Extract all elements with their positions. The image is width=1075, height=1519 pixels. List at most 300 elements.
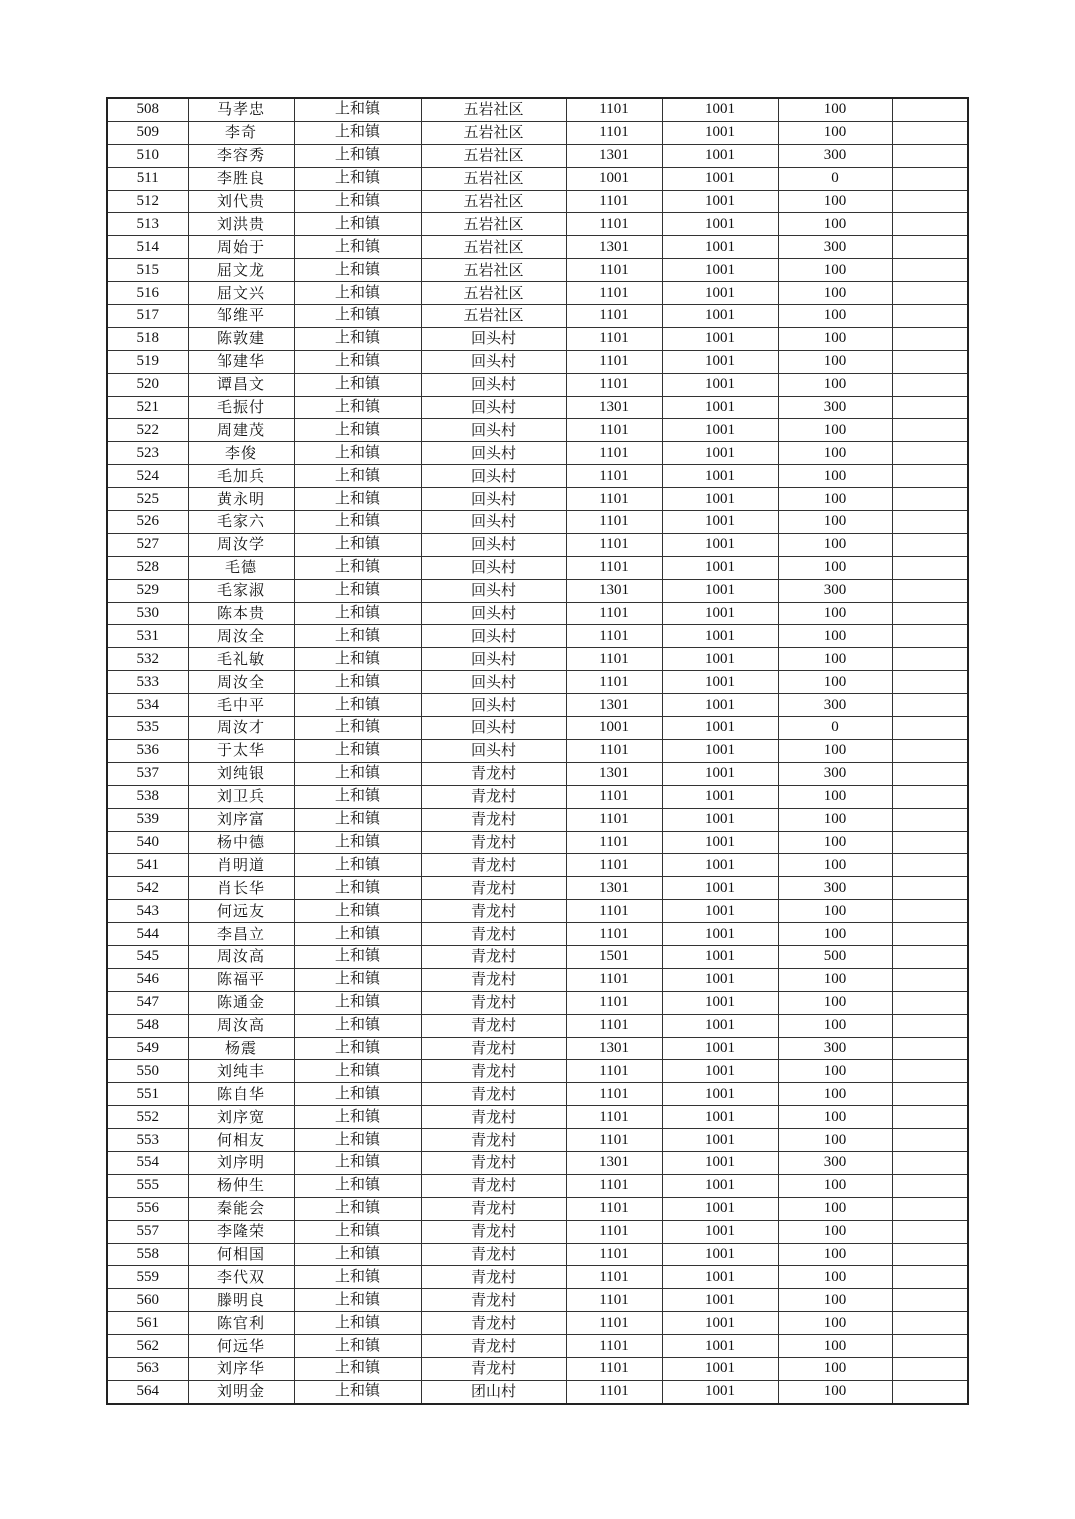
- amount-cell: 100: [778, 213, 892, 236]
- standard-code-cell: 1001: [662, 327, 778, 350]
- serial-number-cell: 548: [107, 1014, 188, 1037]
- standard-code-cell: 1001: [662, 282, 778, 305]
- standard-code-cell: 1001: [662, 854, 778, 877]
- town-cell: 上和镇: [294, 1220, 421, 1243]
- remarks-cell: [892, 419, 968, 442]
- amount-cell: 300: [778, 396, 892, 419]
- table-row: [107, 121, 968, 144]
- name-cell: 李奇: [188, 121, 294, 144]
- standard-code-cell: 1001: [662, 419, 778, 442]
- serial-number-cell: 510: [107, 144, 188, 167]
- amount-cell: 100: [778, 854, 892, 877]
- serial-number-cell: 562: [107, 1335, 188, 1358]
- name-cell: 周汝全: [188, 625, 294, 648]
- name-cell: 马孝忠: [188, 98, 294, 121]
- remarks-cell: [892, 511, 968, 534]
- amount-cell: 100: [778, 305, 892, 328]
- town-cell: 上和镇: [294, 259, 421, 282]
- category-code-cell: 1101: [566, 1083, 662, 1106]
- category-code-cell: 1101: [566, 831, 662, 854]
- amount-cell: 100: [778, 373, 892, 396]
- serial-number-cell: 523: [107, 442, 188, 465]
- serial-number-cell: 553: [107, 1129, 188, 1152]
- serial-number-cell: 551: [107, 1083, 188, 1106]
- amount-cell: 100: [778, 327, 892, 350]
- amount-cell: 100: [778, 1106, 892, 1129]
- table-row: [107, 442, 968, 465]
- village-cell: 五岩社区: [421, 305, 566, 328]
- amount-cell: 100: [778, 350, 892, 373]
- amount-cell: 300: [778, 1037, 892, 1060]
- serial-number-cell: 526: [107, 511, 188, 534]
- amount-cell: 100: [778, 556, 892, 579]
- standard-code-cell: 1001: [662, 900, 778, 923]
- table-row: [107, 808, 968, 831]
- name-cell: 周汝学: [188, 533, 294, 556]
- town-cell: 上和镇: [294, 1037, 421, 1060]
- standard-code-cell: 1001: [662, 1220, 778, 1243]
- standard-code-cell: 1001: [662, 1243, 778, 1266]
- standard-code-cell: 1001: [662, 1083, 778, 1106]
- village-cell: 回头村: [421, 694, 566, 717]
- category-code-cell: 1101: [566, 511, 662, 534]
- town-cell: 上和镇: [294, 1357, 421, 1380]
- standard-code-cell: 1001: [662, 533, 778, 556]
- village-cell: 回头村: [421, 579, 566, 602]
- serial-number-cell: 543: [107, 900, 188, 923]
- table-row: [107, 1289, 968, 1312]
- standard-code-cell: 1001: [662, 488, 778, 511]
- remarks-cell: [892, 1243, 968, 1266]
- name-cell: 何远友: [188, 900, 294, 923]
- amount-cell: 100: [778, 1220, 892, 1243]
- name-cell: 刘洪贵: [188, 213, 294, 236]
- standard-code-cell: 1001: [662, 602, 778, 625]
- name-cell: 毛家六: [188, 511, 294, 534]
- town-cell: 上和镇: [294, 831, 421, 854]
- village-cell: 青龙村: [421, 923, 566, 946]
- village-cell: 青龙村: [421, 1060, 566, 1083]
- standard-code-cell: 1001: [662, 968, 778, 991]
- amount-cell: 100: [778, 968, 892, 991]
- standard-code-cell: 1001: [662, 1151, 778, 1174]
- town-cell: 上和镇: [294, 236, 421, 259]
- serial-number-cell: 508: [107, 98, 188, 121]
- table-row: [107, 602, 968, 625]
- table-row: [107, 533, 968, 556]
- town-cell: 上和镇: [294, 350, 421, 373]
- remarks-cell: [892, 236, 968, 259]
- roster-sheet: [106, 97, 969, 1405]
- name-cell: 杨中德: [188, 831, 294, 854]
- town-cell: 上和镇: [294, 923, 421, 946]
- category-code-cell: 1101: [566, 98, 662, 121]
- serial-number-cell: 518: [107, 327, 188, 350]
- amount-cell: 300: [778, 236, 892, 259]
- remarks-cell: [892, 808, 968, 831]
- name-cell: 于太华: [188, 739, 294, 762]
- roster-table: [106, 97, 969, 1405]
- standard-code-cell: 1001: [662, 190, 778, 213]
- amount-cell: 100: [778, 900, 892, 923]
- table-row: [107, 350, 968, 373]
- town-cell: 上和镇: [294, 1289, 421, 1312]
- table-row: [107, 98, 968, 121]
- remarks-cell: [892, 1380, 968, 1403]
- remarks-cell: [892, 1060, 968, 1083]
- table-row: [107, 831, 968, 854]
- category-code-cell: 1101: [566, 1220, 662, 1243]
- category-code-cell: 1101: [566, 556, 662, 579]
- category-code-cell: 1101: [566, 282, 662, 305]
- town-cell: 上和镇: [294, 900, 421, 923]
- remarks-cell: [892, 144, 968, 167]
- remarks-cell: [892, 923, 968, 946]
- town-cell: 上和镇: [294, 167, 421, 190]
- table-row: [107, 465, 968, 488]
- name-cell: 李俊: [188, 442, 294, 465]
- standard-code-cell: 1001: [662, 259, 778, 282]
- town-cell: 上和镇: [294, 98, 421, 121]
- serial-number-cell: 534: [107, 694, 188, 717]
- serial-number-cell: 531: [107, 625, 188, 648]
- name-cell: 何相国: [188, 1243, 294, 1266]
- town-cell: 上和镇: [294, 488, 421, 511]
- serial-number-cell: 514: [107, 236, 188, 259]
- serial-number-cell: 563: [107, 1357, 188, 1380]
- name-cell: 刘序富: [188, 808, 294, 831]
- table-row: [107, 739, 968, 762]
- town-cell: 上和镇: [294, 762, 421, 785]
- remarks-cell: [892, 442, 968, 465]
- remarks-cell: [892, 739, 968, 762]
- table-row: [107, 1220, 968, 1243]
- standard-code-cell: 1001: [662, 1037, 778, 1060]
- category-code-cell: 1101: [566, 488, 662, 511]
- amount-cell: 100: [778, 739, 892, 762]
- standard-code-cell: 1001: [662, 1289, 778, 1312]
- amount-cell: 100: [778, 648, 892, 671]
- remarks-cell: [892, 1037, 968, 1060]
- name-cell: 周汝才: [188, 717, 294, 740]
- standard-code-cell: 1001: [662, 1312, 778, 1335]
- table-row: [107, 1106, 968, 1129]
- amount-cell: 100: [778, 1129, 892, 1152]
- name-cell: 周汝高: [188, 1014, 294, 1037]
- village-cell: 青龙村: [421, 1357, 566, 1380]
- amount-cell: 100: [778, 282, 892, 305]
- town-cell: 上和镇: [294, 991, 421, 1014]
- serial-number-cell: 561: [107, 1312, 188, 1335]
- table-row: [107, 144, 968, 167]
- table-row: [107, 259, 968, 282]
- remarks-cell: [892, 1335, 968, 1358]
- remarks-cell: [892, 533, 968, 556]
- village-cell: 青龙村: [421, 1106, 566, 1129]
- name-cell: 何相友: [188, 1129, 294, 1152]
- remarks-cell: [892, 1083, 968, 1106]
- category-code-cell: 1101: [566, 854, 662, 877]
- table-row: [107, 1037, 968, 1060]
- standard-code-cell: 1001: [662, 648, 778, 671]
- town-cell: 上和镇: [294, 373, 421, 396]
- village-cell: 回头村: [421, 648, 566, 671]
- name-cell: 邹维平: [188, 305, 294, 328]
- town-cell: 上和镇: [294, 1106, 421, 1129]
- table-row: [107, 762, 968, 785]
- table-row: [107, 945, 968, 968]
- category-code-cell: 1301: [566, 396, 662, 419]
- standard-code-cell: 1001: [662, 1357, 778, 1380]
- table-row: [107, 396, 968, 419]
- amount-cell: 100: [778, 1266, 892, 1289]
- village-cell: 五岩社区: [421, 144, 566, 167]
- town-cell: 上和镇: [294, 1014, 421, 1037]
- village-cell: 回头村: [421, 442, 566, 465]
- category-code-cell: 1101: [566, 442, 662, 465]
- town-cell: 上和镇: [294, 327, 421, 350]
- village-cell: 青龙村: [421, 877, 566, 900]
- village-cell: 回头村: [421, 465, 566, 488]
- remarks-cell: [892, 602, 968, 625]
- serial-number-cell: 552: [107, 1106, 188, 1129]
- standard-code-cell: 1001: [662, 1174, 778, 1197]
- amount-cell: 100: [778, 1060, 892, 1083]
- village-cell: 青龙村: [421, 831, 566, 854]
- category-code-cell: 1101: [566, 785, 662, 808]
- standard-code-cell: 1001: [662, 808, 778, 831]
- category-code-cell: 1301: [566, 877, 662, 900]
- town-cell: 上和镇: [294, 785, 421, 808]
- category-code-cell: 1101: [566, 1060, 662, 1083]
- village-cell: 青龙村: [421, 785, 566, 808]
- standard-code-cell: 1001: [662, 213, 778, 236]
- serial-number-cell: 544: [107, 923, 188, 946]
- town-cell: 上和镇: [294, 305, 421, 328]
- serial-number-cell: 558: [107, 1243, 188, 1266]
- category-code-cell: 1101: [566, 968, 662, 991]
- amount-cell: 100: [778, 1014, 892, 1037]
- town-cell: 上和镇: [294, 1197, 421, 1220]
- standard-code-cell: 1001: [662, 1129, 778, 1152]
- village-cell: 回头村: [421, 419, 566, 442]
- remarks-cell: [892, 98, 968, 121]
- standard-code-cell: 1001: [662, 98, 778, 121]
- serial-number-cell: 549: [107, 1037, 188, 1060]
- remarks-cell: [892, 259, 968, 282]
- village-cell: 青龙村: [421, 900, 566, 923]
- serial-number-cell: 557: [107, 1220, 188, 1243]
- table-row: [107, 694, 968, 717]
- amount-cell: 100: [778, 1312, 892, 1335]
- serial-number-cell: 536: [107, 739, 188, 762]
- name-cell: 谭昌文: [188, 373, 294, 396]
- village-cell: 五岩社区: [421, 98, 566, 121]
- category-code-cell: 1101: [566, 739, 662, 762]
- table-row: [107, 556, 968, 579]
- town-cell: 上和镇: [294, 190, 421, 213]
- amount-cell: 100: [778, 923, 892, 946]
- name-cell: 屈文龙: [188, 259, 294, 282]
- serial-number-cell: 550: [107, 1060, 188, 1083]
- village-cell: 青龙村: [421, 1151, 566, 1174]
- serial-number-cell: 525: [107, 488, 188, 511]
- table-row: [107, 1312, 968, 1335]
- category-code-cell: 1301: [566, 1151, 662, 1174]
- village-cell: 五岩社区: [421, 259, 566, 282]
- remarks-cell: [892, 1289, 968, 1312]
- category-code-cell: 1001: [566, 167, 662, 190]
- remarks-cell: [892, 350, 968, 373]
- serial-number-cell: 529: [107, 579, 188, 602]
- amount-cell: 100: [778, 98, 892, 121]
- serial-number-cell: 564: [107, 1380, 188, 1403]
- village-cell: 青龙村: [421, 1014, 566, 1037]
- serial-number-cell: 513: [107, 213, 188, 236]
- remarks-cell: [892, 717, 968, 740]
- remarks-cell: [892, 854, 968, 877]
- village-cell: 回头村: [421, 717, 566, 740]
- category-code-cell: 1101: [566, 1380, 662, 1403]
- town-cell: 上和镇: [294, 945, 421, 968]
- village-cell: 五岩社区: [421, 213, 566, 236]
- amount-cell: 0: [778, 167, 892, 190]
- village-cell: 回头村: [421, 350, 566, 373]
- category-code-cell: 1101: [566, 1014, 662, 1037]
- category-code-cell: 1101: [566, 602, 662, 625]
- remarks-cell: [892, 1266, 968, 1289]
- remarks-cell: [892, 488, 968, 511]
- table-row: [107, 1266, 968, 1289]
- standard-code-cell: 1001: [662, 1014, 778, 1037]
- town-cell: 上和镇: [294, 717, 421, 740]
- town-cell: 上和镇: [294, 144, 421, 167]
- name-cell: 陈自华: [188, 1083, 294, 1106]
- table-row: [107, 671, 968, 694]
- remarks-cell: [892, 213, 968, 236]
- category-code-cell: 1101: [566, 625, 662, 648]
- category-code-cell: 1101: [566, 1312, 662, 1335]
- category-code-cell: 1101: [566, 808, 662, 831]
- category-code-cell: 1301: [566, 694, 662, 717]
- village-cell: 回头村: [421, 511, 566, 534]
- town-cell: 上和镇: [294, 1174, 421, 1197]
- standard-code-cell: 1001: [662, 831, 778, 854]
- amount-cell: 100: [778, 1197, 892, 1220]
- standard-code-cell: 1001: [662, 236, 778, 259]
- name-cell: 周汝高: [188, 945, 294, 968]
- town-cell: 上和镇: [294, 465, 421, 488]
- remarks-cell: [892, 465, 968, 488]
- name-cell: 陈通金: [188, 991, 294, 1014]
- town-cell: 上和镇: [294, 808, 421, 831]
- town-cell: 上和镇: [294, 442, 421, 465]
- amount-cell: 100: [778, 511, 892, 534]
- village-cell: 青龙村: [421, 1243, 566, 1266]
- serial-number-cell: 520: [107, 373, 188, 396]
- remarks-cell: [892, 327, 968, 350]
- table-row: [107, 1083, 968, 1106]
- name-cell: 李昌立: [188, 923, 294, 946]
- village-cell: 青龙村: [421, 1335, 566, 1358]
- name-cell: 周汝全: [188, 671, 294, 694]
- standard-code-cell: 1001: [662, 1380, 778, 1403]
- village-cell: 青龙村: [421, 1174, 566, 1197]
- name-cell: 李胜良: [188, 167, 294, 190]
- table-row: [107, 190, 968, 213]
- remarks-cell: [892, 1151, 968, 1174]
- remarks-cell: [892, 762, 968, 785]
- village-cell: 回头村: [421, 396, 566, 419]
- table-row: [107, 1129, 968, 1152]
- category-code-cell: 1101: [566, 350, 662, 373]
- category-code-cell: 1101: [566, 1335, 662, 1358]
- table-row: [107, 625, 968, 648]
- serial-number-cell: 517: [107, 305, 188, 328]
- standard-code-cell: 1001: [662, 923, 778, 946]
- name-cell: 肖明道: [188, 854, 294, 877]
- standard-code-cell: 1001: [662, 1060, 778, 1083]
- name-cell: 李代双: [188, 1266, 294, 1289]
- name-cell: 李容秀: [188, 144, 294, 167]
- village-cell: 回头村: [421, 488, 566, 511]
- remarks-cell: [892, 945, 968, 968]
- town-cell: 上和镇: [294, 694, 421, 717]
- name-cell: 毛加兵: [188, 465, 294, 488]
- serial-number-cell: 519: [107, 350, 188, 373]
- village-cell: 青龙村: [421, 1266, 566, 1289]
- town-cell: 上和镇: [294, 1151, 421, 1174]
- category-code-cell: 1101: [566, 1243, 662, 1266]
- village-cell: 青龙村: [421, 968, 566, 991]
- serial-number-cell: 535: [107, 717, 188, 740]
- table-row: [107, 305, 968, 328]
- amount-cell: 100: [778, 259, 892, 282]
- table-row: [107, 282, 968, 305]
- table-row: [107, 1357, 968, 1380]
- table-row: [107, 419, 968, 442]
- serial-number-cell: 556: [107, 1197, 188, 1220]
- amount-cell: 100: [778, 121, 892, 144]
- category-code-cell: 1101: [566, 1174, 662, 1197]
- name-cell: 陈官利: [188, 1312, 294, 1335]
- serial-number-cell: 522: [107, 419, 188, 442]
- amount-cell: 100: [778, 991, 892, 1014]
- category-code-cell: 1301: [566, 236, 662, 259]
- serial-number-cell: 555: [107, 1174, 188, 1197]
- name-cell: 刘卫兵: [188, 785, 294, 808]
- standard-code-cell: 1001: [662, 556, 778, 579]
- amount-cell: 100: [778, 465, 892, 488]
- serial-number-cell: 527: [107, 533, 188, 556]
- name-cell: 秦能会: [188, 1197, 294, 1220]
- town-cell: 上和镇: [294, 854, 421, 877]
- remarks-cell: [892, 373, 968, 396]
- remarks-cell: [892, 1197, 968, 1220]
- table-row: [107, 854, 968, 877]
- amount-cell: 100: [778, 190, 892, 213]
- standard-code-cell: 1001: [662, 991, 778, 1014]
- remarks-cell: [892, 1014, 968, 1037]
- remarks-cell: [892, 991, 968, 1014]
- town-cell: 上和镇: [294, 511, 421, 534]
- table-row: [107, 877, 968, 900]
- standard-code-cell: 1001: [662, 442, 778, 465]
- standard-code-cell: 1001: [662, 694, 778, 717]
- village-cell: 青龙村: [421, 1083, 566, 1106]
- remarks-cell: [892, 625, 968, 648]
- category-code-cell: 1101: [566, 991, 662, 1014]
